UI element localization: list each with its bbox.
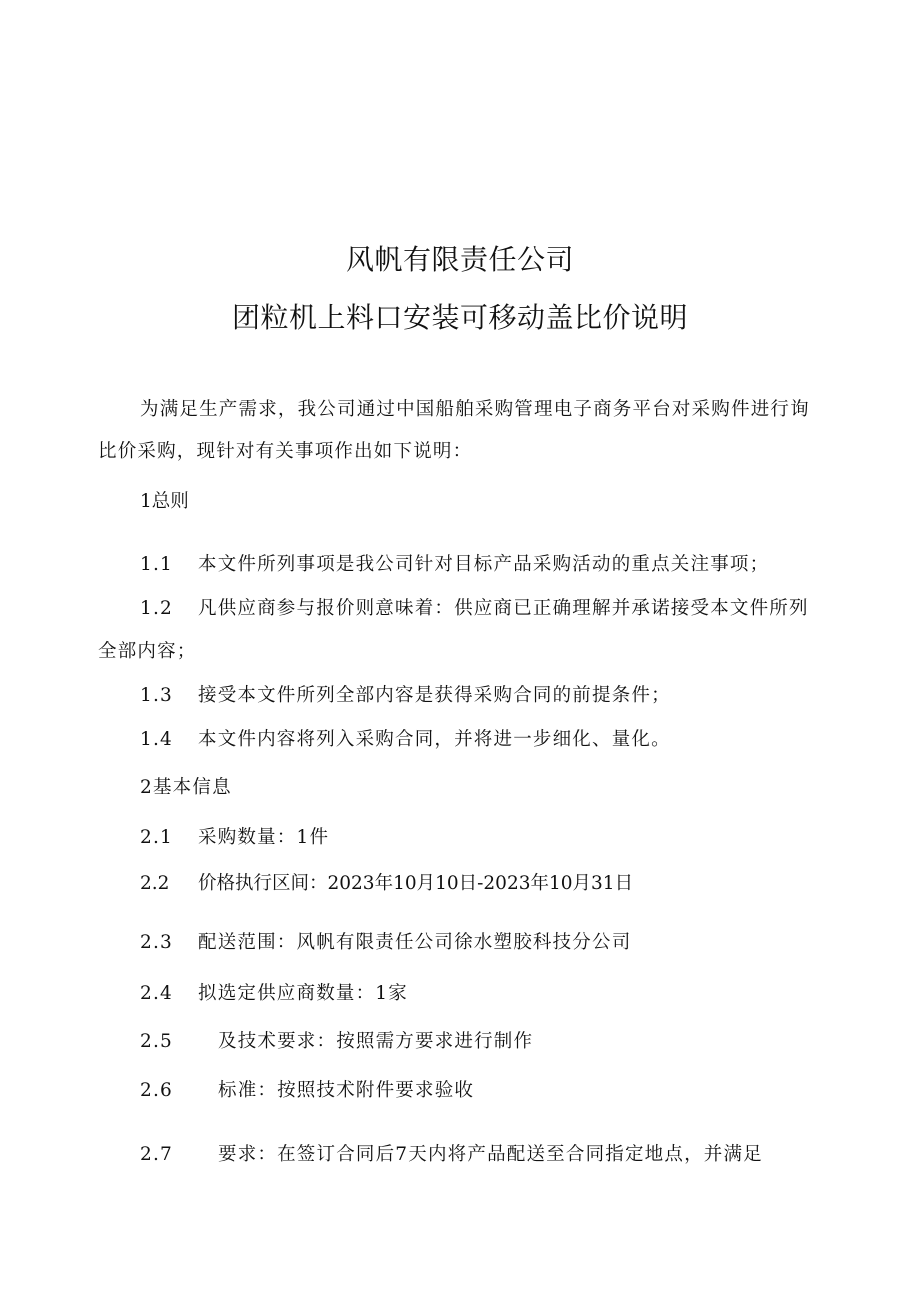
clause-number: 1.3 [140,685,174,706]
clause-2-4 [140,982,408,1006]
clause-number: 1.4 [140,729,174,750]
clause-text: 价格执行区间：2023年10月10日-2023年10月31日 [198,873,634,894]
section-2-heading: 2基本信息 [140,777,232,798]
clause-text: 标准：按照技术附件要求验收 [218,1080,475,1101]
document-title: 团粒机上料口安装可移动盖比价说明 [231,301,688,334]
clause-2-7 [140,1143,763,1167]
clause-2-2 [140,872,633,896]
intro-line-1: 为满足生产需求，我公司通过中国船舶采购管理电子商务平台对采购件进行询 [140,399,810,420]
clause-2-3 [140,931,631,955]
clause-text: 要求：在签订合同后7天内将产品配送至合同指定地点，并满足 [218,1144,763,1165]
clause-number: 2.4 [140,983,174,1004]
clause-1-3 [140,684,671,708]
clause-text: 本文件内容将列入采购合同，并将进一步细化、量化。 [198,729,671,750]
intro-line-2: 比价采购，现针对有关事项作出如下说明： [98,441,473,462]
clause-number: 2.5 [140,1031,174,1052]
company-title: 风帆有限责任公司 [345,243,574,276]
clause-text: 本文件所列事项是我公司针对目标产品采购活动的重点关注事项； [198,554,770,575]
clause-number: 2.1 [140,827,174,848]
clause-2-1 [140,826,329,850]
clause-number: 1.1 [140,554,174,575]
clause-number: 2.3 [140,932,174,953]
clause-number: 2.6 [140,1080,174,1101]
clause-number: 1.2 [140,598,174,619]
clause-2-6 [140,1079,474,1103]
clause-1-2-continuation: 全部内容； [98,641,197,662]
clause-1-4 [140,728,671,752]
clause-number: 2.7 [140,1144,174,1165]
clause-number: 2.2 [140,873,170,894]
clause-text: 及技术要求：按照需方要求进行制作 [218,1031,534,1052]
clause-text: 拟选定供应商数量：1家 [198,983,408,1004]
clause-1-1 [140,553,769,577]
section-1-heading: 1总则 [140,491,189,512]
clause-text: 采购数量：1件 [198,827,330,848]
clause-text: 凡供应商参与报价则意味着：供应商已正确理解并承诺接受本文件所列 [198,598,809,619]
clause-text: 配送范围：风帆有限责任公司徐水塑胶科技分公司 [198,932,632,953]
clause-1-2 [140,597,809,621]
clause-text: 接受本文件所列全部内容是获得采购合同的前提条件； [198,685,671,706]
clause-2-5 [140,1030,533,1054]
